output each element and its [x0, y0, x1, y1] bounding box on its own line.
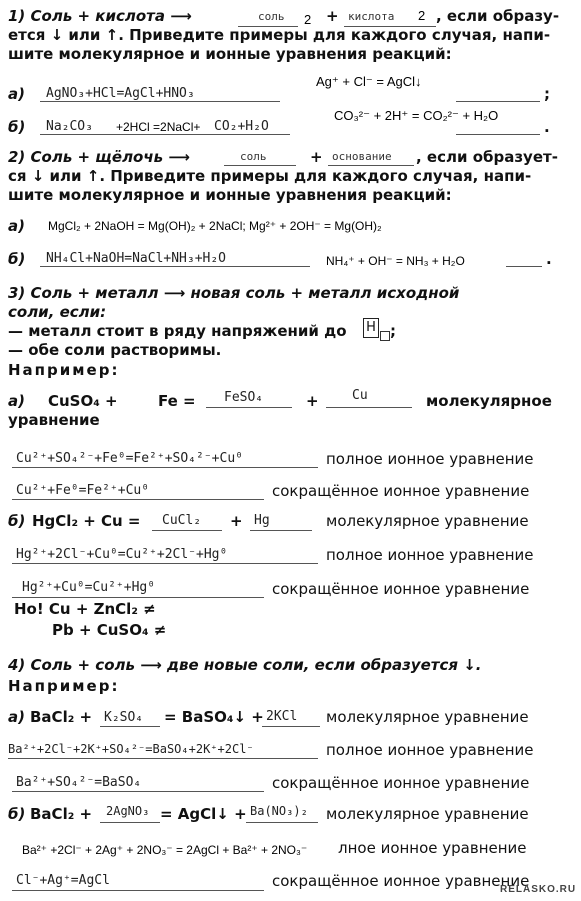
s3-b-full-label: полное ионное уравнение: [326, 546, 534, 564]
s3-b-short: Hg²⁺+Cu⁰=Cu²⁺+Hg⁰: [22, 580, 156, 595]
s2-blank-salt: соль: [240, 150, 267, 163]
s3-a-r2: Fe =: [158, 392, 196, 410]
s4-a-react: BaCl₂ +: [30, 708, 93, 726]
s2-b-hw: NH₄Cl+NaOH=NaCl+NH₃+H₂O: [46, 251, 227, 266]
s3-a-plus: +: [306, 392, 319, 410]
s1-a-line2: [456, 101, 540, 102]
s2-b-line2: [506, 266, 542, 267]
s2-plus: +: [310, 148, 323, 166]
s4-a-short: Ba²⁺+SO₄²⁻=BaSO₄: [16, 775, 142, 790]
s4-a-line2: [262, 726, 320, 727]
s2-line-salt: [224, 165, 296, 166]
s2-b-label: б): [8, 250, 26, 268]
s3-h-box: H: [363, 318, 379, 338]
s3-line1: 3) Соль + металл ⟶ новая соль + металл исходной: [8, 284, 460, 302]
s4-b-short-label: сокращённое ионное уравнение: [272, 872, 530, 890]
s3-note2: Pb + CuSO₄ ≠: [52, 621, 167, 639]
s3-a-short-label: сокращённое ионное уравнение: [272, 482, 530, 500]
s1-tail: , если образу-: [436, 7, 560, 25]
s3-b-mol-label: молекулярное уравнение: [326, 512, 529, 530]
s1-plus: +: [326, 7, 339, 25]
s2-a-typed: MgCl₂ + 2NaOH = Mg(OH)₂ + 2NaCl; Mg²⁺ + 2OH⁻ = Mg(OH)₂: [48, 219, 382, 233]
s4-b-line2: [246, 822, 318, 823]
s3-b-p1: CuCl₂: [162, 513, 202, 528]
s3-a-line-p2: [326, 407, 412, 408]
s4-a-label: а): [8, 708, 25, 726]
s2-tail: , если образует-: [416, 148, 558, 166]
s1-a-label: а): [8, 85, 25, 103]
s4-b-hw1: 2AgNO₃: [106, 804, 150, 818]
s4-b-eq: = AgCl↓ +: [160, 805, 247, 823]
s1-a-end: ;: [544, 85, 550, 103]
s3-a-r1: CuSO₄ +: [48, 392, 118, 410]
s4-b-mol-label: молекулярное уравнение: [326, 805, 529, 823]
s3-a-short-line: [12, 499, 264, 500]
s4-a-hw1: K₂SO₄: [104, 710, 144, 725]
s1-b-ion: CO₃²⁻ + 2H⁺ = CO₂²⁻ + H₂O: [334, 108, 499, 123]
s4-a-full: Ba²⁺+2Cl⁻+2K⁺+SO₄²⁻=BaSO₄+2K⁺+2Cl⁻: [8, 742, 254, 756]
s3-a-short: Cu²⁺+Fe⁰=Fe²⁺+Cu⁰: [16, 483, 150, 498]
s3-b-full: Hg²⁺+2Cl⁻+Cu⁰=Cu²⁺+2Cl⁻+Hg⁰: [16, 547, 228, 562]
s1-num2: 2: [418, 8, 426, 23]
s4-b-short-line: [12, 890, 264, 891]
s4-b-react: BaCl₂ +: [30, 805, 93, 823]
s4-b-hw2: Ba(NO₃)₂: [250, 804, 308, 818]
s3-a-p2: Cu: [352, 388, 368, 403]
s3-b-short-line: [12, 597, 264, 598]
s4-b-label: б): [8, 805, 26, 823]
s4-b-full-label: лное ионное уравнение: [338, 839, 527, 857]
s4-a-short-line: [12, 791, 264, 792]
s1-a-hw: AgNO₃+HCl=AgCl+HNO₃: [46, 86, 195, 101]
s4-a-hw2: 2KCl: [266, 709, 298, 724]
s3-a-full-label: полное ионное уравнение: [326, 450, 534, 468]
s2-head: 2) Соль + щёлочь ⟶: [8, 148, 190, 166]
s3-note1: Но! Cu + ZnCl₂ ≠: [14, 600, 156, 618]
s3-a-full: Cu²⁺+SO₄²⁻+Fe⁰=Fe²⁺+SO₄²⁻+Cu⁰: [16, 451, 243, 466]
s3-a-p1: FeSO₄: [224, 390, 264, 405]
s3-example: Например:: [8, 361, 120, 379]
s2-blank-base: основание: [332, 150, 392, 163]
watermark: RELASKO.RU: [500, 884, 577, 895]
s2-a-label: а): [8, 217, 25, 235]
s3-a-full-line: [12, 467, 318, 468]
s1-b-line2: [456, 134, 540, 135]
s3-line4: — обе соли растворимы.: [8, 341, 222, 359]
s1-line3: шите молекулярное и ионные уравнения реакций:: [8, 45, 452, 63]
s3-b-full-line: [12, 563, 318, 564]
s2-line2: ся ↓ или ↑. Приведите примеры для каждого случая, напи-: [8, 167, 532, 185]
s4-a-full-line: [8, 758, 318, 759]
s4-example: Например:: [8, 677, 120, 695]
s1-b-line1: [40, 134, 290, 135]
s3-b-plus: +: [230, 512, 243, 530]
s2-b-line1: [40, 266, 310, 267]
s1-head: 1) Соль + кислота ⟶: [8, 7, 192, 25]
s3-b-p2: Hg: [254, 513, 270, 528]
s1-a-ion: Ag⁺ + Cl⁻ = AgCl↓: [316, 74, 422, 89]
s3-b-label: б): [8, 512, 26, 530]
s3-b-line-p2: [250, 530, 312, 531]
s3-a-line-p1: [206, 407, 292, 408]
s1-b-label: б): [8, 118, 26, 136]
s1-a-line1: [40, 101, 280, 102]
s4-a-mol-label: молекулярное уравнение: [326, 708, 529, 726]
s3-b-react: HgCl₂ + Cu =: [32, 512, 141, 530]
s4-a-eq: = BaSO₄↓ +: [164, 708, 264, 726]
s1-line2: ется ↓ или ↑. Приведите примеры для каждого случая, напи-: [8, 26, 551, 44]
s1-b-hw1: Na₂CO₃: [46, 119, 93, 134]
s2-b-ion: NH₄⁺ + OH⁻ = NH₃ + H₂O: [326, 254, 465, 268]
s1-b-typed: +2HCl =2NaCl+: [116, 120, 201, 134]
s3-b-short-label: сокращённое ионное уравнение: [272, 580, 530, 598]
s4-line1: 4) Соль + соль ⟶ две новые соли, если образуется ↓.: [8, 656, 482, 674]
s4-a-short-label: сокращённое ионное уравнение: [272, 774, 530, 792]
s3-a-type1: молекулярное: [426, 392, 552, 410]
s4-b-full: Ba²⁺ +2Cl⁻ + 2Ag⁺ + 2NO₃⁻ = 2AgCl + Ba²⁺ + 2NO₃⁻: [22, 843, 308, 857]
s1-b-hw2: CO₂+H₂O: [214, 119, 269, 134]
s2-b-end: .: [546, 250, 552, 268]
s4-b-line1: [100, 822, 160, 823]
s1-blank-salt: соль: [258, 10, 285, 23]
s3-line2: соли, если:: [8, 303, 107, 321]
s3-b-line-p1: [152, 530, 222, 531]
s2-line-base: [328, 165, 414, 166]
s3-line3a: — металл стоит в ряду напряжений до: [8, 322, 347, 340]
s3-line3b: ;: [390, 322, 396, 340]
s3-a-type2: уравнение: [8, 411, 100, 429]
s2-line3: шите молекулярное и ионные уравнения реакций:: [8, 186, 452, 204]
s1-blank-acid: кислота: [348, 10, 395, 23]
s4-a-line1: [100, 726, 160, 727]
s3-a-label: а): [8, 392, 25, 410]
s4-b-short: Cl⁻+Ag⁺=AgCl: [16, 873, 110, 888]
s1-b-end: .: [544, 118, 550, 136]
s3-small-box: [380, 331, 390, 341]
s4-a-full-label: полное ионное уравнение: [326, 741, 534, 759]
s1-num1: 2: [304, 12, 312, 27]
